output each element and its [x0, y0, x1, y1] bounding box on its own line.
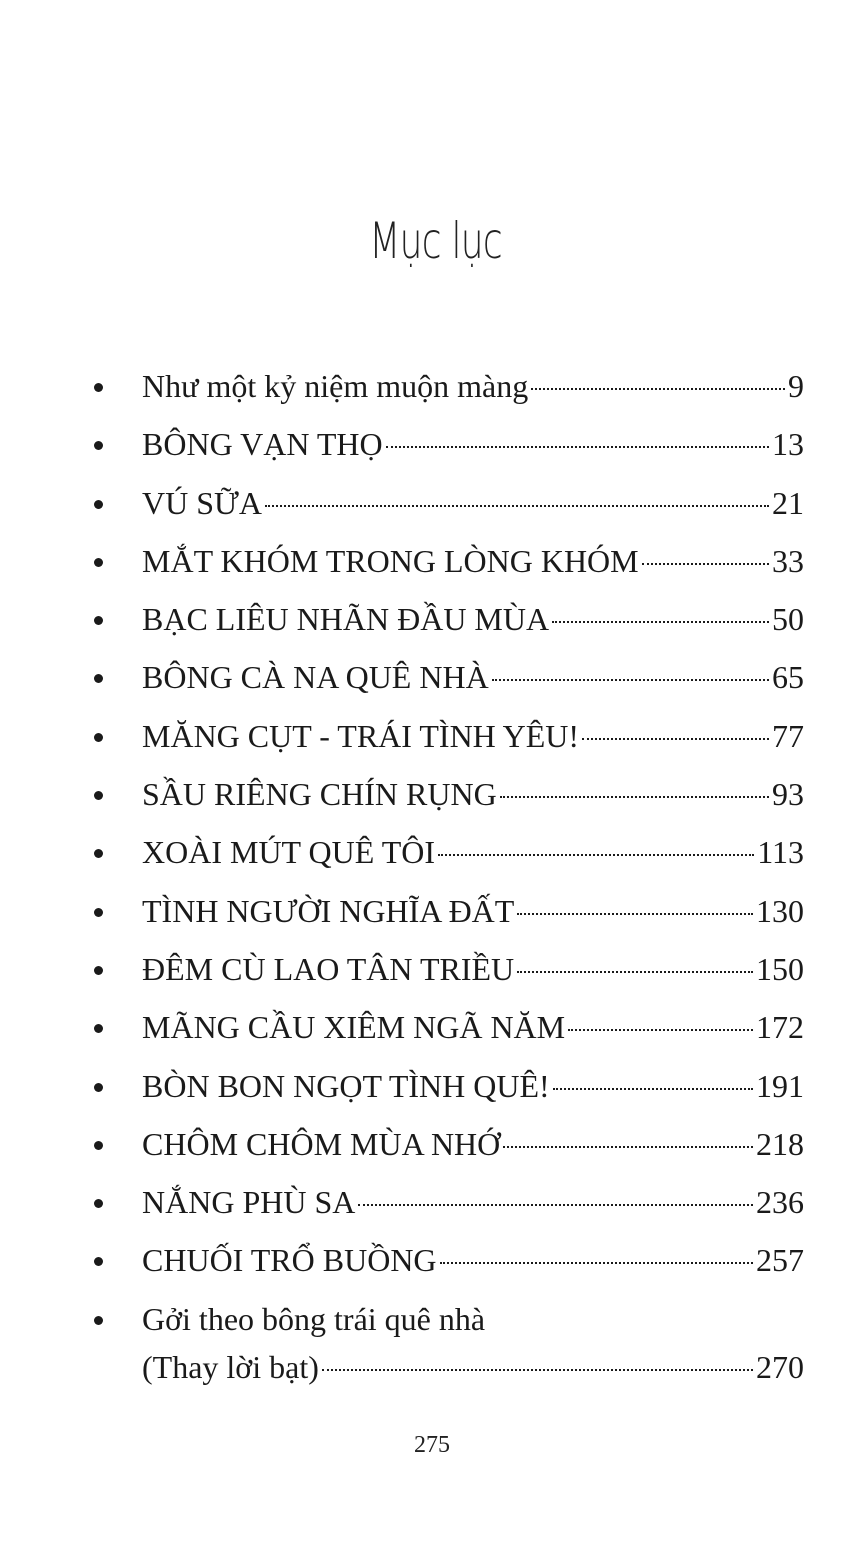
bullet-icon — [94, 966, 103, 975]
toc-entry-title: SẦU RIÊNG CHÍN RỤNG — [142, 776, 497, 813]
bullet-icon — [94, 1257, 103, 1266]
dot-leader — [642, 563, 769, 565]
bullet-icon — [94, 616, 103, 625]
toc-entry — [88, 537, 804, 595]
toc-entry — [88, 945, 804, 1003]
toc-entry-page: 191 — [756, 1067, 804, 1104]
bullet-icon — [94, 791, 103, 800]
bullet-icon — [94, 733, 103, 742]
page-number: 275 — [414, 1432, 450, 1458]
toc-entry-title: Như một kỷ niệm muộn màng — [142, 368, 529, 404]
toc-entry-page: 21 — [772, 484, 804, 521]
toc-entry-page: 50 — [772, 601, 804, 638]
dot-leader — [265, 505, 769, 507]
toc-entry — [88, 1003, 804, 1061]
toc-entry — [88, 479, 804, 537]
dot-leader — [386, 446, 769, 448]
toc-entry-page: 9 — [788, 368, 804, 404]
dot-leader — [582, 738, 769, 740]
toc-entry-afterword — [88, 1295, 804, 1407]
toc-entry-page: 33 — [772, 542, 804, 579]
toc-entry-page: 93 — [772, 776, 804, 813]
toc-entry-title: BẠC LIÊU NHÃN ĐẦU MÙA — [142, 601, 550, 638]
dot-leader — [531, 388, 785, 390]
toc-entry-title-line2: (Thay lời bạt) — [142, 1348, 319, 1385]
toc-entry-title: MĂNG CỤT - TRÁI TÌNH YÊU! — [142, 717, 580, 754]
table-of-contents — [88, 362, 804, 1407]
bullet-icon — [94, 441, 103, 450]
dot-leader — [503, 1146, 753, 1148]
bullet-icon — [94, 1024, 103, 1033]
toc-entry — [88, 420, 804, 478]
bullet-icon — [94, 383, 103, 392]
toc-entry-title: BÒN BON NGỌT TÌNH QUÊ! — [142, 1067, 550, 1104]
toc-entry-page: 77 — [772, 717, 804, 754]
toc-entry — [88, 595, 804, 653]
toc-entry-page: 236 — [756, 1184, 804, 1221]
toc-entry-page: 130 — [756, 892, 804, 929]
toc-entry — [88, 770, 804, 828]
dot-leader — [440, 1262, 753, 1264]
toc-entry — [88, 362, 804, 420]
toc-entry-title: CHUỐI TRỔ BUỒNG — [142, 1242, 437, 1279]
toc-entry-page: 257 — [756, 1242, 804, 1279]
page-title: Mục lục — [369, 212, 502, 270]
toc-entry — [88, 887, 804, 945]
bullet-icon — [94, 500, 103, 509]
toc-entry — [88, 1120, 804, 1178]
dot-leader — [500, 796, 769, 798]
bullet-icon — [94, 1083, 103, 1092]
bullet-icon — [94, 674, 103, 683]
toc-entry-title: BÔNG CÀ NA QUÊ NHÀ — [142, 659, 489, 696]
dot-leader — [492, 679, 769, 681]
toc-entry-page: 218 — [756, 1125, 804, 1162]
toc-entry — [88, 1236, 804, 1294]
dot-leader — [553, 1088, 753, 1090]
toc-entry-page: 150 — [756, 950, 804, 987]
toc-entry-title: VÚ SỮA — [142, 484, 262, 521]
toc-entry — [88, 828, 804, 886]
bullet-icon — [94, 1141, 103, 1150]
toc-entry-title: MÃNG CẦU XIÊM NGÃ NĂM — [142, 1009, 566, 1046]
bullet-icon — [94, 1316, 103, 1325]
toc-entry-page: 270 — [756, 1348, 804, 1385]
dot-leader — [322, 1369, 753, 1371]
bullet-icon — [94, 1199, 103, 1208]
dot-leader — [517, 971, 753, 973]
bullet-icon — [94, 849, 103, 858]
toc-entry — [88, 1062, 804, 1120]
toc-entry-title: TÌNH NGƯỜI NGHĨA ĐẤT — [142, 892, 515, 929]
dot-leader — [438, 854, 754, 856]
toc-entry-title: CHÔM CHÔM MÙA NHỚ — [142, 1125, 501, 1162]
bullet-icon — [94, 908, 103, 917]
toc-entry-page: 65 — [772, 659, 804, 696]
toc-entry-page: 172 — [756, 1009, 804, 1046]
dot-leader — [358, 1204, 753, 1206]
dot-leader — [552, 621, 769, 623]
toc-entry-page: 13 — [772, 426, 804, 463]
toc-entry-title: NẮNG PHÙ SA — [142, 1184, 356, 1221]
toc-entry — [88, 653, 804, 711]
toc-entry-title-line1: Gởi theo bông trái quê nhà — [142, 1300, 486, 1337]
toc-entry — [88, 712, 804, 770]
toc-entry-title: ĐÊM CÙ LAO TÂN TRIỀU — [142, 950, 515, 987]
toc-entry-title: BÔNG VẠN THỌ — [142, 426, 383, 463]
toc-entry — [88, 1178, 804, 1236]
toc-entry-title: MẮT KHÓM TRONG LÒNG KHÓM — [142, 542, 639, 579]
dot-leader — [568, 1029, 753, 1031]
toc-entry-page: 113 — [757, 834, 804, 871]
dot-leader — [517, 913, 753, 915]
bullet-icon — [94, 558, 103, 567]
toc-entry-title: XOÀI MÚT QUÊ TÔI — [142, 834, 436, 871]
